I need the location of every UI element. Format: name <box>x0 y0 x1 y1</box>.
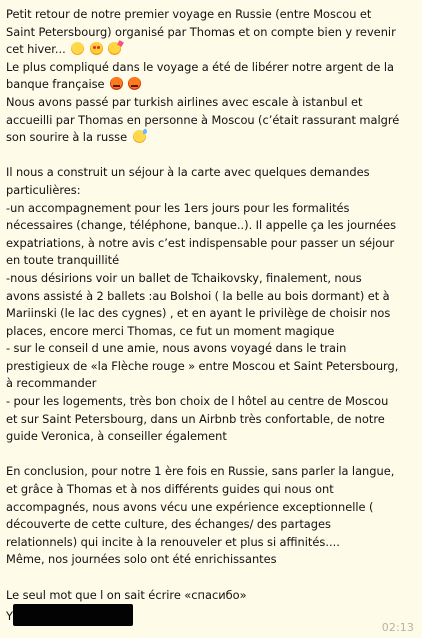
partying-face-emoji-icon <box>108 42 121 55</box>
message-line: Saint Petersbourg) organisé par Thomas et on compte bien y revenir <box>6 24 396 39</box>
star-struck-emoji-icon <box>71 42 84 55</box>
message-line: Même, nos journées solo ont été enrichissantes <box>6 552 277 567</box>
angry-face-emoji-icon <box>110 77 123 90</box>
message-line: prestigieux de «la Flèche rouge » entre Moscou et Saint Petersbourg, <box>6 358 399 373</box>
message-line: avons assisté à 2 ballets :au Bolshoi ( la belle au bois dormant) et à <box>6 288 390 303</box>
blank-line <box>6 147 416 165</box>
message-line <box>6 129 416 147</box>
message-timestamp: 02:13 <box>381 621 414 634</box>
message-line: accueilli par Thomas en personne à Moscou (c’était rassurant malgré <box>6 112 400 127</box>
message-line: Petit retour de notre premier voyage en Russie (entre Moscou et <box>6 7 372 21</box>
message-line-text: banque française <box>6 77 105 92</box>
message-line: Nous avons passé par turkish airlines avec escale à istanbul et <box>6 94 363 109</box>
message-line: -un accompagnement pour les 1ers jours pour les formalités <box>6 200 350 215</box>
message-line-text: son sourire à la russe <box>6 130 128 145</box>
message-line <box>6 41 416 59</box>
message-line: Le seul mot que l on sait écrire «спасибо» <box>6 587 247 602</box>
message-line-text: Y <box>6 609 13 624</box>
message-line: et grâce à Thomas et à nos différents guides qui nous ont <box>6 482 334 497</box>
message-line: Il nous a construit un séjour à la carte avec quelques demandes <box>6 165 370 180</box>
message-line: -nous désirions voir un ballet de Tchaikovsky, finalement, nous <box>6 270 362 285</box>
heart-eyes-emoji-icon <box>90 42 103 55</box>
message-line: en toute tranquillité <box>6 253 120 268</box>
message-line: Le plus compliqué dans le voyage a été de libérer notre argent de la <box>6 59 394 74</box>
blank-line <box>6 446 416 464</box>
message-line <box>6 76 416 94</box>
message-line: expatriations, à notre avis c’est indispensable pour passer un séjour <box>6 235 395 250</box>
message-line: accompagnés, nous avons vécu une expérience exceptionnelle ( <box>6 499 374 514</box>
message-line: En conclusion, pour notre 1 ère fois en Russie, sans parler la langue, <box>6 464 395 479</box>
message-line: places, encore merci Thomas, ce fut un moment magique <box>6 323 335 338</box>
message-text <box>6 6 416 622</box>
message-line <box>6 604 416 622</box>
message-line: guide Veronica, à conseiller également <box>6 429 227 444</box>
message-line: et sur Saint Petersbourg, dans un Airbnb très confortable, de notre <box>6 411 385 426</box>
message-line: à recommander <box>6 376 97 391</box>
blank-line <box>6 569 416 587</box>
angry-face-emoji-icon <box>128 77 141 90</box>
message-line: relationnels) qui incite à la renouveler et plus si affinités.... <box>6 534 340 549</box>
sweat-smile-emoji-icon <box>133 130 146 143</box>
message-line-text: cet hiver... <box>6 42 66 57</box>
message-line: Mariinski (le lac des cygnes) , et en ayant le privilège de choisir nos <box>6 306 391 321</box>
message-line: découverte de cette culture, des échanges/ des partages <box>6 517 331 532</box>
message-line: - pour les logements, très bon choix de l hôtel au centre de Moscou <box>6 394 389 409</box>
message-line: nécessaires (change, téléphone, banque..). Il appelle ça les journées <box>6 218 397 233</box>
message-line: particulières: <box>6 182 81 197</box>
message-line: - sur le conseil d une amie, nous avons voyagé dans le train <box>6 341 347 356</box>
redacted-signature <box>13 604 133 626</box>
